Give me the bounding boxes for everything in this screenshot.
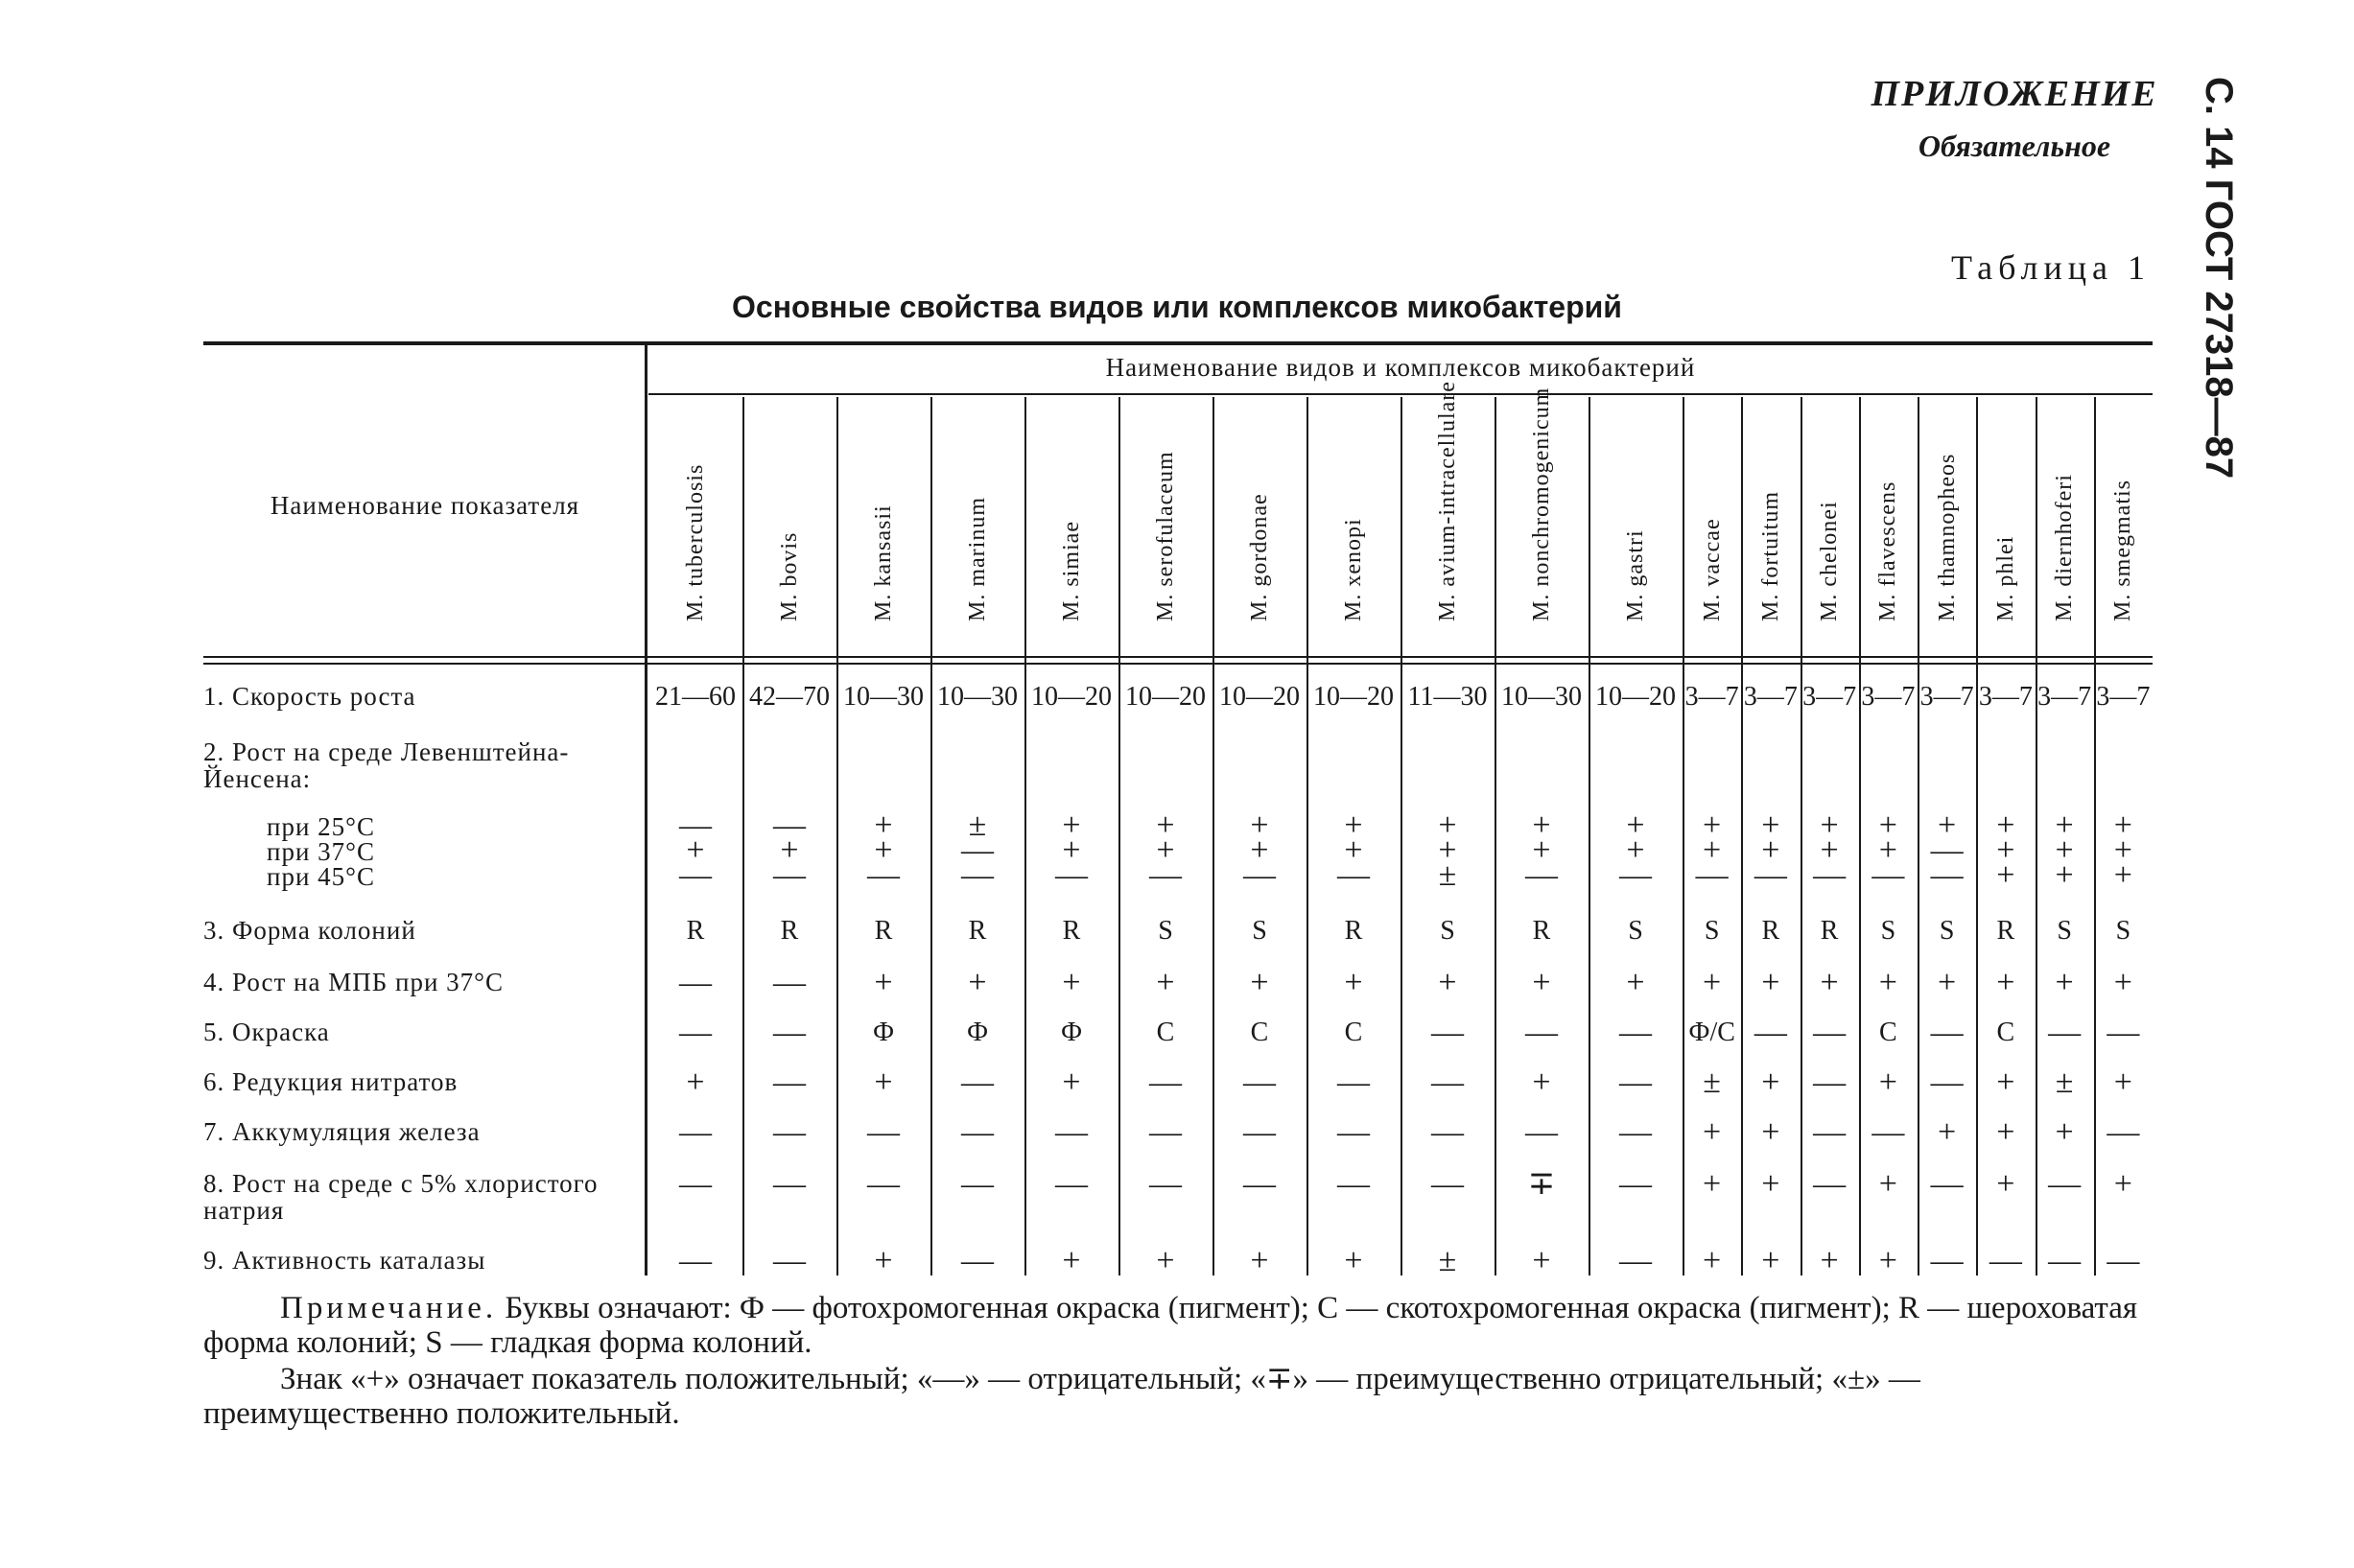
table-cell: +	[2055, 807, 2074, 843]
table-cell: +	[1344, 965, 1363, 1000]
species-header	[1976, 401, 2035, 646]
table-cell: —	[1871, 857, 1905, 893]
table-cell: S	[2057, 916, 2072, 946]
table-cell: +	[2113, 857, 2132, 893]
table-cell: Ф	[966, 1018, 989, 1047]
table-cell: +	[780, 832, 799, 868]
row-label: при 45°C	[267, 862, 375, 891]
table-cell: —	[1754, 1015, 1787, 1050]
table-cell: +	[1156, 807, 1175, 843]
table-cell: —	[679, 1166, 712, 1202]
table-cell: +	[1703, 1114, 1722, 1150]
table-cell: —	[961, 832, 994, 868]
table-cell: +	[1938, 965, 1957, 1000]
table-cell: —	[2048, 1166, 2082, 1202]
row-label: 8. Рост на среде с 5% хлористого натрия	[203, 1169, 599, 1225]
table-cell: +	[874, 1243, 893, 1278]
table-cell: —	[1930, 1166, 1964, 1202]
table-cell: S	[2115, 916, 2131, 946]
table-cell: —	[961, 1114, 994, 1150]
table-cell: 10—20	[1595, 682, 1676, 712]
table-cell: 10—20	[1125, 682, 1206, 712]
table-cell: R	[1761, 916, 1780, 946]
table-cell: R	[686, 916, 705, 946]
table-cell: ±	[1438, 1243, 1457, 1278]
species-name: M. vaccae	[1699, 518, 1725, 621]
table-cell: —	[679, 1243, 712, 1278]
species-header	[1306, 401, 1401, 646]
table-cell: +	[1761, 1243, 1780, 1278]
table-cell: +	[1761, 832, 1780, 868]
table-cell: +	[874, 965, 893, 1000]
table-cell: +	[1062, 1065, 1081, 1100]
row-label: 1. Скорость роста	[203, 682, 416, 711]
table-cell: +	[1761, 807, 1780, 843]
table-cell: +	[2113, 1065, 2132, 1100]
table-cell: +	[1250, 965, 1269, 1000]
table-cell: +	[1878, 1166, 1897, 1202]
species-header	[742, 401, 836, 646]
table-cell: —	[1525, 857, 1558, 893]
table-cell: 3—7	[1802, 682, 1857, 712]
indicator-column-header: Наименование показателя	[270, 491, 580, 520]
table-cell: —	[1055, 857, 1088, 893]
table-cell: 3—7	[2096, 682, 2151, 712]
table-cell: —	[867, 1166, 900, 1202]
table-cell: R	[780, 916, 799, 946]
note-line-1	[203, 1291, 2160, 1360]
species-name: M. gordonae	[1247, 493, 1272, 621]
table-cell: Ф	[1060, 1018, 1083, 1047]
species-name: M. chelonei	[1817, 501, 1843, 621]
table-cell: +	[1250, 832, 1269, 868]
table-cell: +	[1878, 807, 1897, 843]
table-cell: 10—20	[1031, 682, 1112, 712]
table-cell: +	[1820, 1243, 1839, 1278]
species-header	[1589, 401, 1683, 646]
table-cell: +	[1532, 1065, 1551, 1100]
table-cell: R	[1344, 916, 1363, 946]
table-cell: —	[867, 857, 900, 893]
table-cell: —	[1149, 1114, 1182, 1150]
table-cell: +	[1438, 807, 1457, 843]
table-cell: —	[773, 1166, 806, 1202]
species-header	[1024, 401, 1118, 646]
table-cell: +	[1156, 1243, 1175, 1278]
table-cell: S	[1628, 916, 1643, 946]
note-letters-text: Буквы означают: Ф — фотохромогенная окраска (пигмент); С — скотохромогенная окраска (пигмент); R — шероховатая форма колоний; S — гладкая форма колоний.	[203, 1291, 2138, 1360]
species-header	[2094, 401, 2153, 646]
table-cell: +	[1626, 832, 1645, 868]
table-cell: —	[1813, 1166, 1847, 1202]
table-cell: С	[1344, 1018, 1363, 1047]
table-cell: +	[1438, 965, 1457, 1000]
table-cell: +	[2113, 807, 2132, 843]
table-cell: —	[1619, 857, 1652, 893]
table-cell: —	[1337, 1065, 1370, 1100]
table-cell: +	[1820, 965, 1839, 1000]
appendix-label: ПРИЛОЖЕНИЕ	[1871, 74, 2158, 114]
table-cell: +	[2113, 1166, 2132, 1202]
species-header	[930, 401, 1024, 646]
table-cell: +	[1703, 807, 1722, 843]
table-cell: S	[1939, 916, 1955, 946]
table-cell: —	[1619, 1243, 1652, 1278]
table-cell: +	[2055, 857, 2074, 893]
table-cell: +	[686, 1065, 705, 1100]
table-cell: —	[679, 857, 712, 893]
row-label: 9. Активность каталазы	[203, 1246, 486, 1275]
table-cell: +	[1703, 1243, 1722, 1278]
table-top-rule	[203, 341, 2153, 345]
appendix-status: Обязательное	[1918, 129, 2111, 163]
table-cell: —	[1055, 1114, 1088, 1150]
species-subheader-rule	[648, 393, 2153, 395]
table-cell: —	[1431, 1166, 1464, 1202]
species-name: M. serofulaceum	[1153, 451, 1178, 621]
table-cell: —	[2048, 1243, 2082, 1278]
table-title: Основные свойства видов или комплексов микобактерий	[732, 290, 1622, 324]
species-header	[1118, 401, 1212, 646]
table-cell: +	[1878, 832, 1897, 868]
table-cell: +	[2055, 965, 2074, 1000]
species-name: M. phlei	[1992, 535, 2018, 621]
table-cell: —	[1243, 1166, 1276, 1202]
table-cell: +	[1062, 1243, 1081, 1278]
table-cell: +	[1996, 1166, 2015, 1202]
table-cell: —	[1813, 1114, 1847, 1150]
table-cell: —	[1619, 1166, 1652, 1202]
table-cell: +	[1062, 807, 1081, 843]
table-cell: 42—70	[749, 682, 830, 712]
table-cell: +	[1820, 807, 1839, 843]
table-cell: R	[968, 916, 987, 946]
table-cell: S	[1252, 916, 1267, 946]
table-cell: —	[1525, 1114, 1558, 1150]
table-cell: —	[1930, 1065, 1964, 1100]
table-cell: +	[2055, 832, 2074, 868]
table-cell: —	[1243, 857, 1276, 893]
side-page-header: С. 14 ГОСТ 27318—87	[2198, 77, 2240, 480]
table-cell: —	[1525, 1015, 1558, 1050]
table-cell: R	[874, 916, 893, 946]
table-cell: —	[1337, 1166, 1370, 1202]
table-cell: +	[1820, 832, 1839, 868]
table-cell: +	[1344, 807, 1363, 843]
table-cell: —	[961, 857, 994, 893]
table-cell: —	[961, 1166, 994, 1202]
table-cell: —	[1754, 857, 1787, 893]
table-cell: ±	[1438, 857, 1457, 893]
table-cell: —	[867, 1114, 900, 1150]
table-cell: —	[1813, 1065, 1847, 1100]
table-cell: —	[773, 1243, 806, 1278]
species-name: M. avium-intracellulare	[1435, 381, 1460, 621]
species-header	[1683, 401, 1741, 646]
table-cell: +	[1156, 832, 1175, 868]
species-name: M. diernhoferi	[2052, 474, 2078, 621]
species-name: M. nonchromogenicum	[1529, 386, 1554, 621]
table-cell: +	[1532, 807, 1551, 843]
table-cell: +	[1250, 1243, 1269, 1278]
table-cell: R	[1820, 916, 1839, 946]
table-cell: —	[1930, 857, 1964, 893]
row-label: 6. Редукция нитратов	[203, 1067, 459, 1096]
row-label: при 37°C	[267, 837, 375, 866]
table-cell: +	[1938, 807, 1957, 843]
table-cell: ±	[968, 807, 987, 843]
table-cell: ±	[1703, 1065, 1721, 1100]
table-cell: +	[686, 832, 705, 868]
table-cell: —	[1149, 1166, 1182, 1202]
table-cell: R	[1062, 916, 1081, 946]
table-cell: —	[1871, 1114, 1905, 1150]
table-cell: —	[773, 1065, 806, 1100]
table-cell: +	[2113, 965, 2132, 1000]
table-cell: Ф/С	[1688, 1018, 1735, 1047]
table-cell: +	[1878, 1243, 1897, 1278]
table-cell: +	[1996, 857, 2015, 893]
row-label: 2. Рост на среде Левенштейна-Йенсена:	[203, 737, 570, 793]
table-cell: +	[1532, 832, 1551, 868]
table-cell: 11—30	[1407, 682, 1488, 712]
table-cell: +	[1703, 1166, 1722, 1202]
table-cell: +	[1626, 965, 1645, 1000]
table-cell: +	[1344, 1243, 1363, 1278]
table-cell: 10—30	[1501, 682, 1582, 712]
table-cell: —	[1619, 1114, 1652, 1150]
table-cell: —	[1431, 1065, 1464, 1100]
table-number: Таблица 1	[1951, 248, 2151, 287]
table-cell: S	[1704, 916, 1720, 946]
table-cell: 10—30	[843, 682, 924, 712]
table-cell: Ф	[872, 1018, 895, 1047]
species-name: M. bovis	[777, 531, 802, 621]
table-cell: +	[1996, 1065, 2015, 1100]
table-cell: С	[1879, 1018, 1897, 1047]
table-cell: S	[1440, 916, 1455, 946]
table-cell: —	[679, 965, 712, 1000]
species-name: M. gastri	[1623, 529, 1648, 621]
row-label: 4. Рост на МПБ при 37°C	[203, 968, 504, 996]
table-cell: —	[1243, 1065, 1276, 1100]
species-header	[1401, 381, 1495, 646]
note-label: Примечание.	[280, 1291, 498, 1325]
table-cell: —	[1337, 857, 1370, 893]
table-cell: —	[1149, 857, 1182, 893]
species-header	[1801, 401, 1859, 646]
row-label: 5. Окраска	[203, 1018, 330, 1046]
row-label: 7. Аккумуляция железа	[203, 1117, 481, 1146]
table-cell: +	[1761, 1114, 1780, 1150]
table-cell: +	[1878, 965, 1897, 1000]
table-cell: +	[1761, 965, 1780, 1000]
species-name: M. flavescens	[1875, 480, 1901, 621]
table-cell: R	[1532, 916, 1551, 946]
table-cell: —	[1695, 857, 1729, 893]
table-cell: S	[1880, 916, 1896, 946]
table-cell: —	[1930, 1015, 1964, 1050]
species-header	[1495, 386, 1589, 646]
table-cell: +	[1761, 1065, 1780, 1100]
table-cell: +	[1250, 807, 1269, 843]
table-cell: —	[1149, 1065, 1182, 1100]
table-cell: —	[2107, 1114, 2140, 1150]
table-cell: +	[1062, 965, 1081, 1000]
table-cell: +	[1062, 832, 1081, 868]
table-cell: +	[874, 832, 893, 868]
table-cell: +	[1703, 965, 1722, 1000]
table-cell: —	[1813, 857, 1847, 893]
table-cell: —	[1337, 1114, 1370, 1150]
table-cell: —	[1813, 1015, 1847, 1050]
species-header	[1918, 401, 1976, 646]
table-cell: +	[1626, 807, 1645, 843]
table-cell: —	[773, 807, 806, 843]
table-cell: +	[874, 1065, 893, 1100]
table-cell: +	[1532, 965, 1551, 1000]
table-cell: +	[1996, 832, 2015, 868]
table-cell: +	[1938, 1114, 1957, 1150]
table-cell: —	[773, 1015, 806, 1050]
table-cell: 3—7	[1684, 682, 1739, 712]
table-cell: +	[874, 807, 893, 843]
table-cell: 3—7	[1743, 682, 1798, 712]
species-header	[836, 401, 930, 646]
table-cell: 3—7	[1978, 682, 2033, 712]
table-cell: —	[2107, 1015, 2140, 1050]
table-cell: —	[773, 965, 806, 1000]
table-cell: —	[1989, 1243, 2022, 1278]
table-cell: +	[1996, 1114, 2015, 1150]
table-cell: —	[2048, 1015, 2082, 1050]
group-header: Наименование видов и комплексов микобактерий	[1105, 353, 1696, 382]
table-cell: —	[1431, 1114, 1464, 1150]
table-cell: 3—7	[1861, 682, 1916, 712]
row-label: при 25°C	[267, 812, 375, 841]
table-cell: +	[968, 965, 987, 1000]
table-cell: —	[679, 1114, 712, 1150]
row-label: 3. Форма колоний	[203, 916, 416, 945]
table-cell: С	[1156, 1018, 1175, 1047]
table-cell: —	[773, 857, 806, 893]
table-cell: С	[1996, 1018, 2015, 1047]
table-cell: —	[1619, 1015, 1652, 1050]
indicator-column-divider	[645, 345, 647, 1275]
table-cell: —	[2107, 1243, 2140, 1278]
table-cell: —	[679, 1015, 712, 1050]
species-name: M. smegmatis	[2110, 480, 2136, 621]
table-cell: 3—7	[2037, 682, 2092, 712]
species-header	[1741, 401, 1800, 646]
table-cell: 10—30	[937, 682, 1018, 712]
table-cell: —	[1243, 1114, 1276, 1150]
species-name: M. kansasii	[871, 504, 896, 621]
table-cell: —	[1930, 1243, 1964, 1278]
species-header	[1859, 401, 1918, 646]
table-cell: —	[1930, 832, 1964, 868]
table-cell: +	[1878, 1065, 1897, 1100]
species-header	[2036, 401, 2094, 646]
table-cell: С	[1250, 1018, 1269, 1047]
table-cell: +	[1703, 832, 1722, 868]
table-cell: —	[961, 1243, 994, 1278]
species-name: M. thamnopheos	[1934, 453, 1960, 621]
table-cell: ±	[2055, 1065, 2074, 1100]
table-cell: +	[2113, 832, 2132, 868]
table-cell: R	[1996, 916, 2015, 946]
table-cell: —	[1619, 1065, 1652, 1100]
table-cell: S	[1158, 916, 1173, 946]
table-cell: +	[1438, 832, 1457, 868]
table-cell: 3—7	[1919, 682, 1974, 712]
note-line-2: Знак «+» означает показатель положительный; «—» — отрицательный; «∓» — преимущественно отрицательный; «±» — преимущественно положительный.	[203, 1362, 1920, 1431]
table-cell: 10—20	[1313, 682, 1394, 712]
table-cell: +	[1532, 1243, 1551, 1278]
species-header	[1212, 401, 1306, 646]
table-cell: —	[679, 807, 712, 843]
table-cell: +	[1996, 807, 2015, 843]
species-name: M. xenopi	[1341, 518, 1366, 621]
species-name: M. fortuitum	[1757, 491, 1783, 621]
table-cell: ∓	[1527, 1166, 1556, 1202]
species-name: M. marinum	[965, 497, 990, 621]
table-cell: —	[1055, 1166, 1088, 1202]
table-cell: +	[1996, 965, 2015, 1000]
table-cell: —	[1431, 1015, 1464, 1050]
species-name: M. simiae	[1059, 521, 1084, 621]
table-cell: +	[1344, 832, 1363, 868]
table-cell: —	[961, 1065, 994, 1100]
table-cell: +	[2055, 1114, 2074, 1150]
table-cell: +	[1156, 965, 1175, 1000]
table-cell: 21—60	[655, 682, 736, 712]
species-name: M. tuberculosis	[683, 463, 708, 621]
table-cell: 10—20	[1219, 682, 1300, 712]
table-cell: —	[773, 1114, 806, 1150]
species-header	[648, 401, 742, 646]
table-cell: +	[1761, 1166, 1780, 1202]
